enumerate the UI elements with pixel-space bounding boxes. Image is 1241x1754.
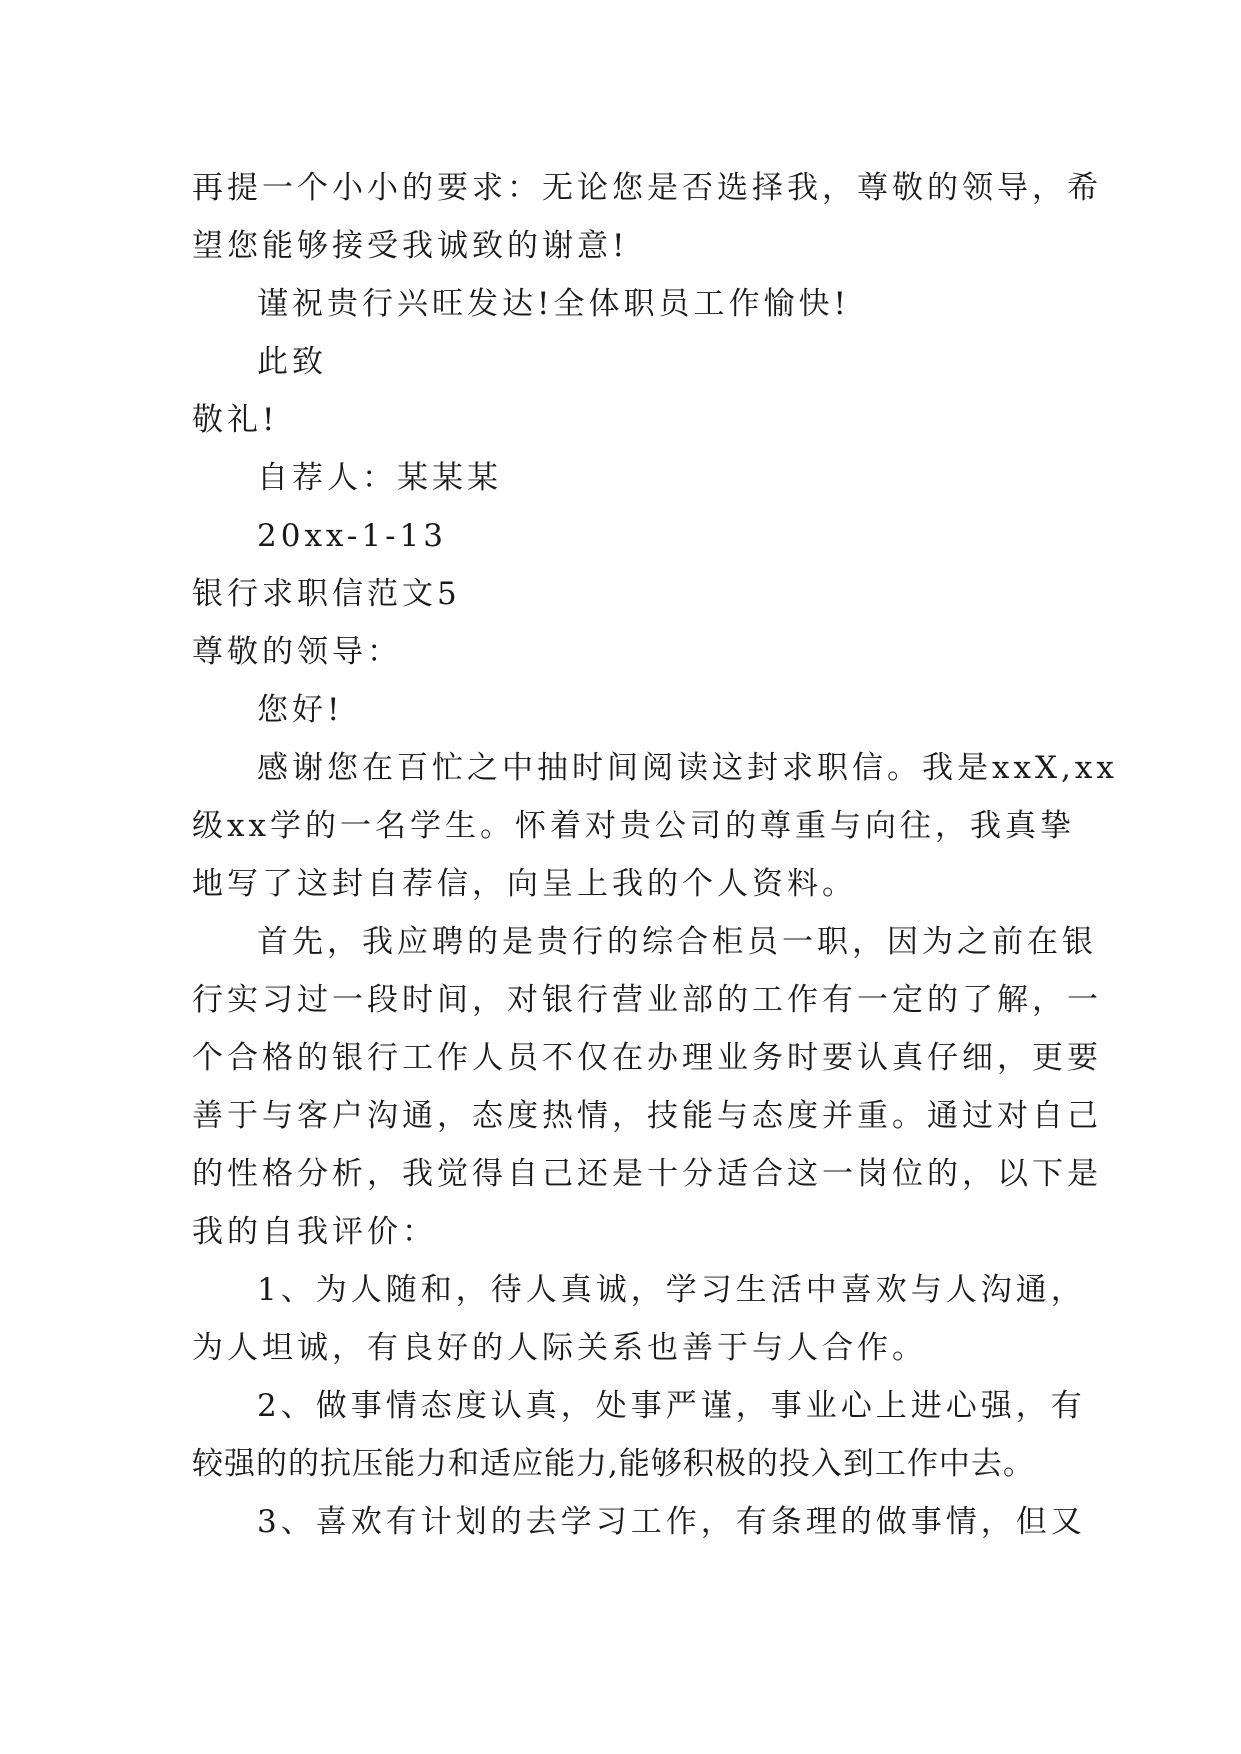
list-item-3: 3、喜欢有计划的去学习工作，有条理的做事情，但又 <box>257 1504 1086 1540</box>
paragraph-line: 级xx学的一名学生。怀着对贵公司的尊重与向往，我真挚 <box>192 808 1075 844</box>
paragraph-line: 个合格的银行工作人员不仅在办理业务时要认真仔细，更要 <box>192 1040 1102 1076</box>
letter-greeting: 尊敬的领导： <box>192 634 402 670</box>
list-item-1: 1、为人随和，待人真诚，学习生活中喜欢与人沟通， <box>257 1272 1086 1308</box>
paragraph-line: 首先，我应聘的是贵行的综合柜员一职，因为之前在银 <box>257 924 1097 960</box>
paragraph-line: 的性格分析，我觉得自己还是十分适合这一岗位的，以下是 <box>192 1156 1102 1192</box>
paragraph-line: 我的自我评价： <box>192 1214 437 1250</box>
closing-salutation: 此致 <box>257 344 327 380</box>
list-item-2: 2、做事情态度认真，处事严谨，事业心上进心强，有 <box>257 1388 1086 1424</box>
paragraph-line: 地写了这封自荐信，向呈上我的个人资料。 <box>192 866 857 902</box>
paragraph-line: 为人坦诚，有良好的人际关系也善于与人合作。 <box>192 1330 927 1366</box>
paragraph-line: 善于与客户沟通，态度热情，技能与态度并重。通过对自己 <box>192 1098 1102 1134</box>
closing-regards: 敬礼! <box>192 402 279 438</box>
paragraph-line: 行实习过一段时间，对银行营业部的工作有一定的了解，一 <box>192 982 1102 1018</box>
section-title: 银行求职信范文5 <box>192 576 461 612</box>
letter-hello: 您好! <box>257 692 344 728</box>
closing-wish: 谨祝贵行兴旺发达!全体职员工作愉快! <box>257 286 850 322</box>
paragraph-line: 感谢您在百忙之中抽时间阅读这封求职信。我是xxX,xx <box>257 750 1118 786</box>
signature-name: 自荐人：某某某 <box>257 460 502 496</box>
paragraph-line: 较强的的抗压能力和适应能力,能够积极的投入到工作中去。 <box>192 1446 1035 1482</box>
signature-date: 20xx-1-13 <box>257 518 447 554</box>
paragraph-line: 望您能够接受我诚致的谢意! <box>192 228 629 264</box>
paragraph-line: 再提一个小小的要求：无论您是否选择我，尊敬的领导，希 <box>192 170 1102 206</box>
